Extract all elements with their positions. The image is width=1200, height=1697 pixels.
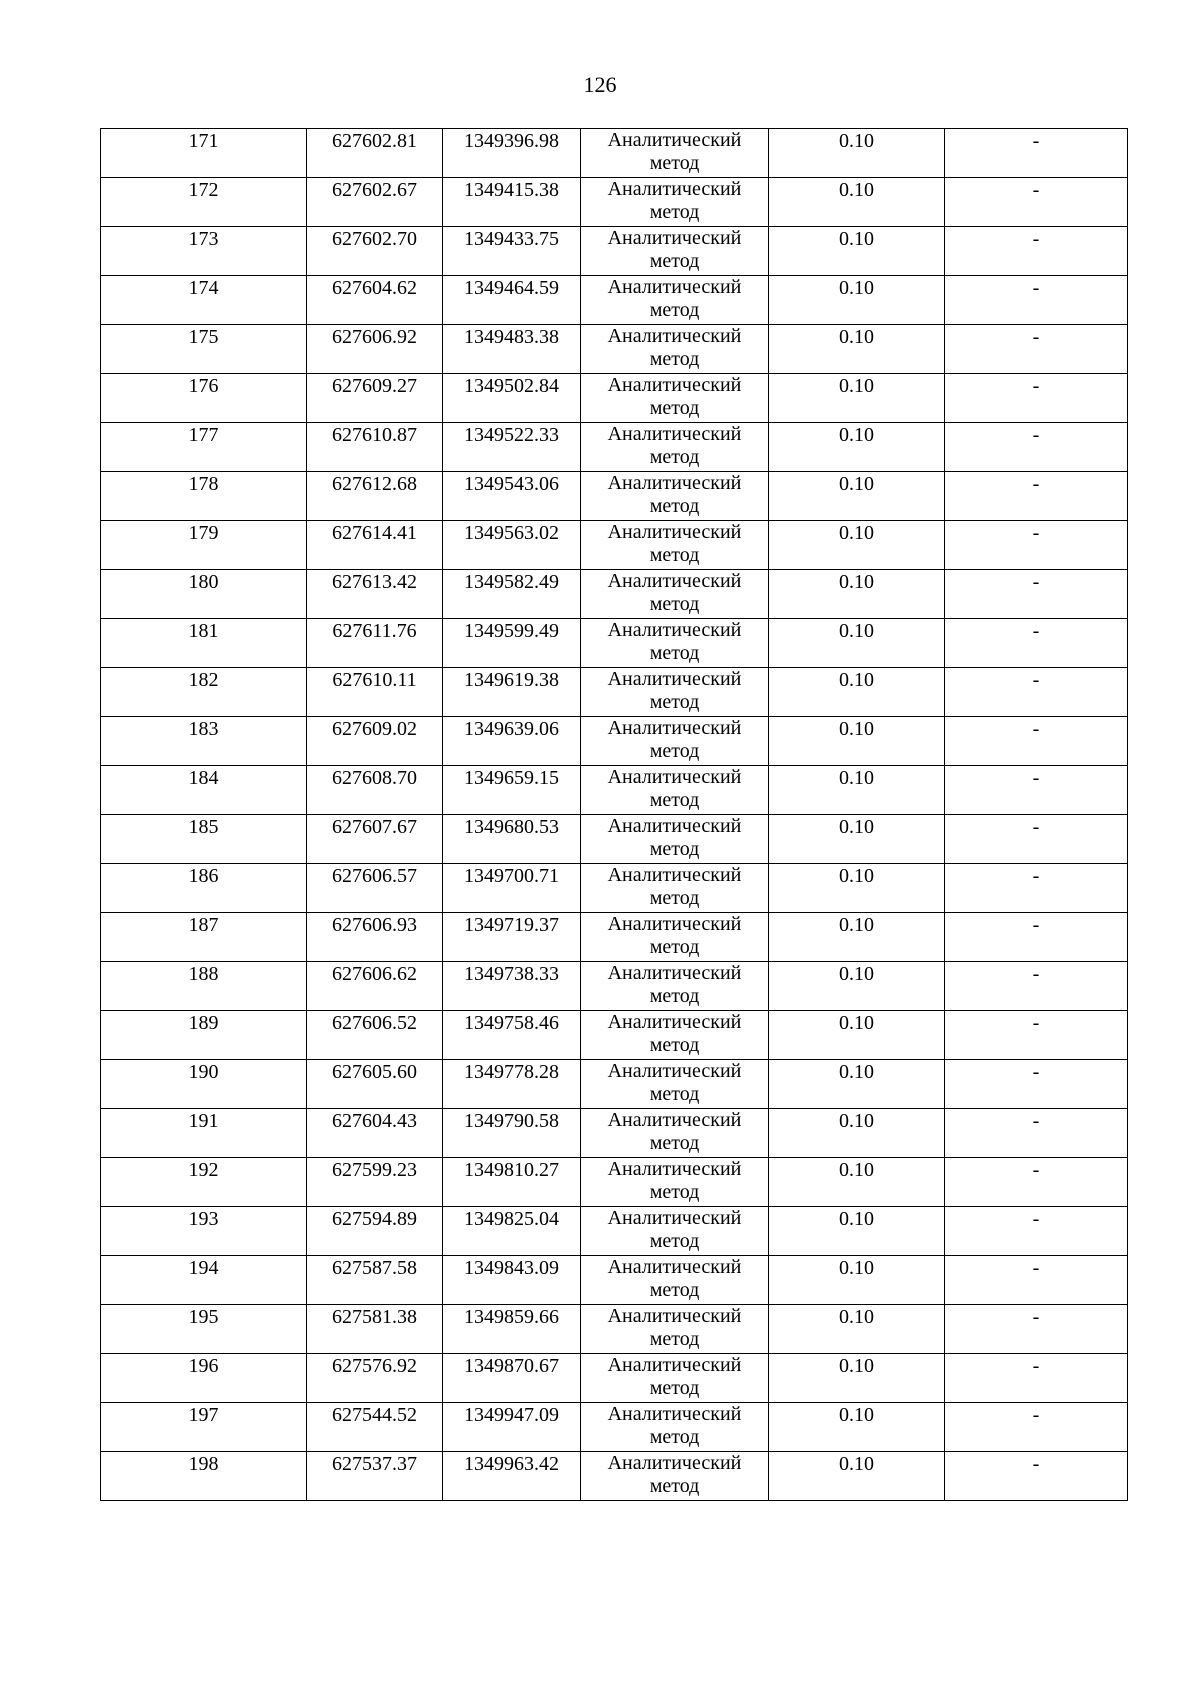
table-row bbox=[101, 325, 1128, 374]
table-row bbox=[101, 1109, 1128, 1158]
x-coordinate-cell: 627602.67 bbox=[307, 178, 443, 227]
note-cell: - bbox=[945, 766, 1128, 815]
method-line-1: Аналитический bbox=[607, 1403, 742, 1425]
method-cell bbox=[581, 227, 769, 276]
accuracy-cell: 0.10 bbox=[769, 521, 945, 570]
point-number-cell: 189 bbox=[101, 1011, 307, 1060]
accuracy-cell: 0.10 bbox=[769, 1305, 945, 1354]
method-cell bbox=[581, 815, 769, 864]
x-coordinate-cell: 627608.70 bbox=[307, 766, 443, 815]
accuracy-cell: 0.10 bbox=[769, 1060, 945, 1109]
note-cell: - bbox=[945, 374, 1128, 423]
x-coordinate-cell: 627606.92 bbox=[307, 325, 443, 374]
method-line-1: Аналитический bbox=[607, 766, 742, 788]
note-cell: - bbox=[945, 227, 1128, 276]
method-cell bbox=[581, 1060, 769, 1109]
x-coordinate-cell: 627587.58 bbox=[307, 1256, 443, 1305]
y-coordinate-cell: 1349396.98 bbox=[443, 129, 581, 178]
method-line-1: Аналитический bbox=[607, 1452, 742, 1474]
x-coordinate-cell: 627612.68 bbox=[307, 472, 443, 521]
x-coordinate-cell: 627544.52 bbox=[307, 1403, 443, 1452]
y-coordinate-cell: 1349582.49 bbox=[443, 570, 581, 619]
method-line-1: Аналитический bbox=[607, 570, 742, 592]
method-cell bbox=[581, 1452, 769, 1501]
note-cell: - bbox=[945, 815, 1128, 864]
point-number-cell: 198 bbox=[101, 1452, 307, 1501]
note-cell: - bbox=[945, 325, 1128, 374]
table-row bbox=[101, 423, 1128, 472]
point-number-cell: 181 bbox=[101, 619, 307, 668]
accuracy-cell: 0.10 bbox=[769, 1011, 945, 1060]
method-line-1: Аналитический bbox=[607, 1158, 742, 1180]
table-row bbox=[101, 815, 1128, 864]
method-cell bbox=[581, 472, 769, 521]
note-cell: - bbox=[945, 129, 1128, 178]
x-coordinate-cell: 627607.67 bbox=[307, 815, 443, 864]
note-cell: - bbox=[945, 717, 1128, 766]
method-line-2: метод bbox=[649, 397, 700, 419]
method-cell bbox=[581, 1305, 769, 1354]
point-number-cell: 184 bbox=[101, 766, 307, 815]
table-row bbox=[101, 374, 1128, 423]
point-number-cell: 174 bbox=[101, 276, 307, 325]
table-row bbox=[101, 472, 1128, 521]
method-line-2: метод bbox=[649, 201, 700, 223]
x-coordinate-cell: 627609.27 bbox=[307, 374, 443, 423]
x-coordinate-cell: 627604.43 bbox=[307, 1109, 443, 1158]
table-row bbox=[101, 1305, 1128, 1354]
x-coordinate-cell: 627581.38 bbox=[307, 1305, 443, 1354]
point-number-cell: 196 bbox=[101, 1354, 307, 1403]
y-coordinate-cell: 1349870.67 bbox=[443, 1354, 581, 1403]
y-coordinate-cell: 1349619.38 bbox=[443, 668, 581, 717]
x-coordinate-cell: 627606.57 bbox=[307, 864, 443, 913]
x-coordinate-cell: 627602.81 bbox=[307, 129, 443, 178]
y-coordinate-cell: 1349719.37 bbox=[443, 913, 581, 962]
table-row bbox=[101, 1060, 1128, 1109]
table-row bbox=[101, 1256, 1128, 1305]
note-cell: - bbox=[945, 472, 1128, 521]
note-cell: - bbox=[945, 1109, 1128, 1158]
x-coordinate-cell: 627606.62 bbox=[307, 962, 443, 1011]
accuracy-cell: 0.10 bbox=[769, 1158, 945, 1207]
page-number: 126 bbox=[583, 72, 617, 97]
table-row bbox=[101, 619, 1128, 668]
table-row bbox=[101, 766, 1128, 815]
accuracy-cell: 0.10 bbox=[769, 864, 945, 913]
accuracy-cell: 0.10 bbox=[769, 717, 945, 766]
method-cell bbox=[581, 717, 769, 766]
method-line-2: метод bbox=[649, 740, 700, 762]
method-line-2: метод bbox=[649, 985, 700, 1007]
note-cell: - bbox=[945, 1011, 1128, 1060]
table-body bbox=[101, 129, 1128, 1501]
method-cell bbox=[581, 864, 769, 913]
coordinates-table bbox=[100, 128, 1128, 1501]
method-cell bbox=[581, 1256, 769, 1305]
accuracy-cell: 0.10 bbox=[769, 227, 945, 276]
table-row bbox=[101, 668, 1128, 717]
point-number-cell: 182 bbox=[101, 668, 307, 717]
y-coordinate-cell: 1349543.06 bbox=[443, 472, 581, 521]
method-line-2: метод bbox=[649, 593, 700, 615]
method-cell bbox=[581, 1158, 769, 1207]
method-cell bbox=[581, 1207, 769, 1256]
x-coordinate-cell: 627604.62 bbox=[307, 276, 443, 325]
method-line-2: метод bbox=[649, 887, 700, 909]
y-coordinate-cell: 1349825.04 bbox=[443, 1207, 581, 1256]
accuracy-cell: 0.10 bbox=[769, 472, 945, 521]
method-cell bbox=[581, 1354, 769, 1403]
table-row bbox=[101, 1403, 1128, 1452]
y-coordinate-cell: 1349680.53 bbox=[443, 815, 581, 864]
note-cell: - bbox=[945, 1207, 1128, 1256]
method-line-1: Аналитический bbox=[607, 227, 742, 249]
method-line-1: Аналитический bbox=[607, 178, 742, 200]
y-coordinate-cell: 1349700.71 bbox=[443, 864, 581, 913]
method-cell bbox=[581, 766, 769, 815]
table-row bbox=[101, 717, 1128, 766]
accuracy-cell: 0.10 bbox=[769, 570, 945, 619]
method-line-2: метод bbox=[649, 152, 700, 174]
method-line-1: Аналитический bbox=[607, 325, 742, 347]
table-row bbox=[101, 178, 1128, 227]
point-number-cell: 191 bbox=[101, 1109, 307, 1158]
x-coordinate-cell: 627611.76 bbox=[307, 619, 443, 668]
accuracy-cell: 0.10 bbox=[769, 276, 945, 325]
y-coordinate-cell: 1349639.06 bbox=[443, 717, 581, 766]
accuracy-cell: 0.10 bbox=[769, 423, 945, 472]
y-coordinate-cell: 1349433.75 bbox=[443, 227, 581, 276]
method-line-1: Аналитический bbox=[607, 1060, 742, 1082]
y-coordinate-cell: 1349738.33 bbox=[443, 962, 581, 1011]
method-cell bbox=[581, 521, 769, 570]
y-coordinate-cell: 1349790.58 bbox=[443, 1109, 581, 1158]
method-line-2: метод bbox=[649, 495, 700, 517]
method-line-2: метод bbox=[649, 446, 700, 468]
method-line-2: метод bbox=[649, 1377, 700, 1399]
method-cell bbox=[581, 325, 769, 374]
accuracy-cell: 0.10 bbox=[769, 1207, 945, 1256]
accuracy-cell: 0.10 bbox=[769, 913, 945, 962]
y-coordinate-cell: 1349502.84 bbox=[443, 374, 581, 423]
method-line-2: метод bbox=[649, 299, 700, 321]
method-line-2: метод bbox=[649, 544, 700, 566]
point-number-cell: 172 bbox=[101, 178, 307, 227]
point-number-cell: 190 bbox=[101, 1060, 307, 1109]
point-number-cell: 185 bbox=[101, 815, 307, 864]
method-cell bbox=[581, 619, 769, 668]
y-coordinate-cell: 1349522.33 bbox=[443, 423, 581, 472]
method-line-2: метод bbox=[649, 348, 700, 370]
method-line-1: Аналитический bbox=[607, 1354, 742, 1376]
method-line-1: Аналитический bbox=[607, 129, 742, 151]
point-number-cell: 197 bbox=[101, 1403, 307, 1452]
method-cell bbox=[581, 423, 769, 472]
accuracy-cell: 0.10 bbox=[769, 374, 945, 423]
note-cell: - bbox=[945, 619, 1128, 668]
note-cell: - bbox=[945, 1256, 1128, 1305]
note-cell: - bbox=[945, 521, 1128, 570]
point-number-cell: 180 bbox=[101, 570, 307, 619]
method-cell bbox=[581, 1403, 769, 1452]
accuracy-cell: 0.10 bbox=[769, 1256, 945, 1305]
table-row bbox=[101, 1452, 1128, 1501]
method-cell bbox=[581, 913, 769, 962]
note-cell: - bbox=[945, 668, 1128, 717]
accuracy-cell: 0.10 bbox=[769, 325, 945, 374]
method-line-1: Аналитический bbox=[607, 1207, 742, 1229]
x-coordinate-cell: 627606.52 bbox=[307, 1011, 443, 1060]
accuracy-cell: 0.10 bbox=[769, 962, 945, 1011]
method-line-1: Аналитический bbox=[607, 1305, 742, 1327]
point-number-cell: 187 bbox=[101, 913, 307, 962]
accuracy-cell: 0.10 bbox=[769, 178, 945, 227]
accuracy-cell: 0.10 bbox=[769, 1109, 945, 1158]
note-cell: - bbox=[945, 276, 1128, 325]
method-line-2: метод bbox=[649, 838, 700, 860]
note-cell: - bbox=[945, 1060, 1128, 1109]
point-number-cell: 186 bbox=[101, 864, 307, 913]
point-number-cell: 193 bbox=[101, 1207, 307, 1256]
method-line-1: Аналитический bbox=[607, 276, 742, 298]
method-line-1: Аналитический bbox=[607, 913, 742, 935]
x-coordinate-cell: 627605.60 bbox=[307, 1060, 443, 1109]
y-coordinate-cell: 1349415.38 bbox=[443, 178, 581, 227]
note-cell: - bbox=[945, 864, 1128, 913]
y-coordinate-cell: 1349859.66 bbox=[443, 1305, 581, 1354]
method-line-2: метод bbox=[649, 1475, 700, 1497]
x-coordinate-cell: 627594.89 bbox=[307, 1207, 443, 1256]
y-coordinate-cell: 1349843.09 bbox=[443, 1256, 581, 1305]
accuracy-cell: 0.10 bbox=[769, 1403, 945, 1452]
y-coordinate-cell: 1349599.49 bbox=[443, 619, 581, 668]
x-coordinate-cell: 627610.87 bbox=[307, 423, 443, 472]
method-line-2: метод bbox=[649, 691, 700, 713]
point-number-cell: 179 bbox=[101, 521, 307, 570]
method-line-2: метод bbox=[649, 1279, 700, 1301]
point-number-cell: 188 bbox=[101, 962, 307, 1011]
method-line-2: метод bbox=[649, 250, 700, 272]
point-number-cell: 175 bbox=[101, 325, 307, 374]
method-line-1: Аналитический bbox=[607, 1256, 742, 1278]
x-coordinate-cell: 627599.23 bbox=[307, 1158, 443, 1207]
y-coordinate-cell: 1349464.59 bbox=[443, 276, 581, 325]
method-line-2: метод bbox=[649, 642, 700, 664]
y-coordinate-cell: 1349947.09 bbox=[443, 1403, 581, 1452]
accuracy-cell: 0.10 bbox=[769, 1354, 945, 1403]
accuracy-cell: 0.10 bbox=[769, 766, 945, 815]
method-line-1: Аналитический bbox=[607, 1109, 742, 1131]
x-coordinate-cell: 627602.70 bbox=[307, 227, 443, 276]
y-coordinate-cell: 1349659.15 bbox=[443, 766, 581, 815]
method-line-2: метод bbox=[649, 1083, 700, 1105]
point-number-cell: 177 bbox=[101, 423, 307, 472]
point-number-cell: 194 bbox=[101, 1256, 307, 1305]
method-line-2: метод bbox=[649, 1426, 700, 1448]
note-cell: - bbox=[945, 962, 1128, 1011]
point-number-cell: 171 bbox=[101, 129, 307, 178]
method-line-2: метод bbox=[649, 936, 700, 958]
x-coordinate-cell: 627537.37 bbox=[307, 1452, 443, 1501]
y-coordinate-cell: 1349778.28 bbox=[443, 1060, 581, 1109]
method-line-2: метод bbox=[649, 1132, 700, 1154]
method-line-2: метод bbox=[649, 1181, 700, 1203]
method-cell bbox=[581, 178, 769, 227]
table-row bbox=[101, 227, 1128, 276]
x-coordinate-cell: 627576.92 bbox=[307, 1354, 443, 1403]
note-cell: - bbox=[945, 570, 1128, 619]
method-line-2: метод bbox=[649, 789, 700, 811]
method-line-1: Аналитический bbox=[607, 521, 742, 543]
method-line-1: Аналитический bbox=[607, 815, 742, 837]
table-row bbox=[101, 521, 1128, 570]
method-cell bbox=[581, 962, 769, 1011]
note-cell: - bbox=[945, 178, 1128, 227]
table-row bbox=[101, 1207, 1128, 1256]
table-row bbox=[101, 276, 1128, 325]
method-line-1: Аналитический bbox=[607, 374, 742, 396]
point-number-cell: 173 bbox=[101, 227, 307, 276]
method-line-1: Аналитический bbox=[607, 962, 742, 984]
accuracy-cell: 0.10 bbox=[769, 619, 945, 668]
accuracy-cell: 0.10 bbox=[769, 1452, 945, 1501]
method-cell bbox=[581, 1109, 769, 1158]
table-row bbox=[101, 570, 1128, 619]
x-coordinate-cell: 627613.42 bbox=[307, 570, 443, 619]
note-cell: - bbox=[945, 1403, 1128, 1452]
y-coordinate-cell: 1349563.02 bbox=[443, 521, 581, 570]
accuracy-cell: 0.10 bbox=[769, 815, 945, 864]
point-number-cell: 192 bbox=[101, 1158, 307, 1207]
point-number-cell: 178 bbox=[101, 472, 307, 521]
method-line-1: Аналитический bbox=[607, 717, 742, 739]
table-row bbox=[101, 1158, 1128, 1207]
method-line-1: Аналитический bbox=[607, 423, 742, 445]
point-number-cell: 195 bbox=[101, 1305, 307, 1354]
table-row bbox=[101, 1354, 1128, 1403]
method-line-2: метод bbox=[649, 1034, 700, 1056]
note-cell: - bbox=[945, 1354, 1128, 1403]
x-coordinate-cell: 627606.93 bbox=[307, 913, 443, 962]
note-cell: - bbox=[945, 1305, 1128, 1354]
method-cell bbox=[581, 129, 769, 178]
y-coordinate-cell: 1349963.42 bbox=[443, 1452, 581, 1501]
table-row bbox=[101, 962, 1128, 1011]
method-line-1: Аналитический bbox=[607, 619, 742, 641]
accuracy-cell: 0.10 bbox=[769, 668, 945, 717]
point-number-cell: 183 bbox=[101, 717, 307, 766]
y-coordinate-cell: 1349810.27 bbox=[443, 1158, 581, 1207]
x-coordinate-cell: 627609.02 bbox=[307, 717, 443, 766]
y-coordinate-cell: 1349758.46 bbox=[443, 1011, 581, 1060]
table-row bbox=[101, 864, 1128, 913]
method-line-2: метод bbox=[649, 1230, 700, 1252]
method-cell bbox=[581, 374, 769, 423]
method-line-1: Аналитический bbox=[607, 472, 742, 494]
method-line-1: Аналитический bbox=[607, 1011, 742, 1033]
table-row bbox=[101, 913, 1128, 962]
table-row bbox=[101, 1011, 1128, 1060]
x-coordinate-cell: 627610.11 bbox=[307, 668, 443, 717]
y-coordinate-cell: 1349483.38 bbox=[443, 325, 581, 374]
accuracy-cell: 0.10 bbox=[769, 129, 945, 178]
note-cell: - bbox=[945, 423, 1128, 472]
method-cell bbox=[581, 570, 769, 619]
x-coordinate-cell: 627614.41 bbox=[307, 521, 443, 570]
table-row bbox=[101, 129, 1128, 178]
method-cell bbox=[581, 1011, 769, 1060]
note-cell: - bbox=[945, 913, 1128, 962]
method-cell bbox=[581, 276, 769, 325]
note-cell: - bbox=[945, 1158, 1128, 1207]
method-line-1: Аналитический bbox=[607, 864, 742, 886]
point-number-cell: 176 bbox=[101, 374, 307, 423]
method-line-1: Аналитический bbox=[607, 668, 742, 690]
method-line-2: метод bbox=[649, 1328, 700, 1350]
note-cell: - bbox=[945, 1452, 1128, 1501]
method-cell bbox=[581, 668, 769, 717]
